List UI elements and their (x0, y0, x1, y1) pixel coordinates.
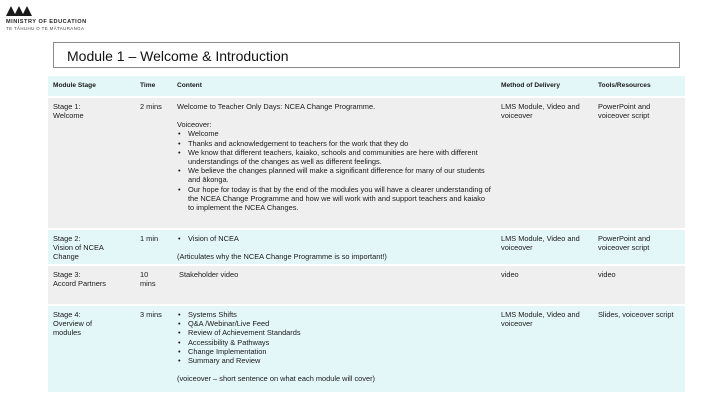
list-item: • Review of Achievement Standards (177, 328, 492, 337)
content-note: (voiceover – short sentence on what each module will cover) (177, 374, 376, 384)
list-item: • Welcome (177, 129, 492, 138)
table-header-row (48, 76, 685, 96)
content-intro: Welcome to Teacher Only Days: NCEA Change Programme. (177, 102, 376, 111)
logo-text-english: MINISTRY OF EDUCATION (6, 19, 87, 25)
stage-label: Stage 2: (53, 234, 81, 243)
header-content: Content (172, 76, 496, 96)
header-tools-resources: Tools/Resources (593, 76, 685, 96)
list-item: • Vision of NCEA (177, 234, 492, 243)
module-title: Module 1 – Welcome & Introduction (67, 48, 289, 64)
method-cell: LMS Module, Video and voiceover (496, 98, 593, 228)
stage-cell (48, 266, 135, 304)
list-item: • Our hope for today is that by the end of the modules you will have a clearer understanding of the NCEA Change Programme and how we will work with and support teachers and kaiako to implement the NCEA Changes. (177, 185, 492, 213)
list-item: • Q&A /Webinar/Live Feed (177, 319, 492, 328)
stage-name: Change (53, 252, 79, 262)
list-item: • Summary and Review (177, 356, 492, 365)
table-row (48, 306, 685, 392)
time-cell (135, 98, 172, 228)
method-cell: LMS Module, Video and voiceover (496, 306, 593, 392)
header-time: Time (135, 76, 172, 96)
tools-cell: Slides, voiceover script (593, 306, 685, 392)
stage-name: Vision of NCEA (53, 243, 104, 253)
content-bullet-list (177, 310, 492, 365)
logo-text-maori: TE TĀHUHU O TE MĀTAURANGA (6, 26, 85, 31)
header-method-of-delivery: Method of Delivery (496, 76, 593, 96)
tools-cell: PowerPoint and voiceover script (593, 230, 685, 264)
list-item: • Thanks and acknowledgement to teachers for the work that they do (177, 139, 492, 148)
table-row (48, 266, 685, 304)
stage-cell (48, 306, 135, 392)
time-value: 3 mins (140, 310, 162, 319)
time-cell (135, 266, 172, 304)
time-cell (135, 230, 172, 264)
ministry-logo (6, 4, 146, 38)
module-title-box (53, 42, 680, 68)
stage-label: Stage 1: (53, 102, 81, 111)
stage-cell (48, 230, 135, 264)
stage-name: Overview of (53, 319, 93, 329)
content-cell (172, 266, 496, 304)
content-cell (172, 98, 496, 228)
content-bullet-list (177, 234, 492, 243)
stage-label: Stage 4: (53, 310, 81, 319)
time-value: 1 min (140, 234, 159, 243)
list-item: • Change Implementation (177, 347, 492, 356)
stage-cell (48, 98, 135, 228)
table-row (48, 230, 685, 264)
content-cell (172, 306, 496, 392)
list-item: • We believe the changes planned will make a significant difference for many of our students and ākonga. (177, 166, 492, 184)
time-value: 10 (140, 270, 149, 279)
stage-name: Accord Partners (53, 279, 106, 289)
list-item: • Accessibility & Pathways (177, 338, 492, 347)
content-note: (Articulates why the NCEA Change Programme is so important!) (177, 252, 387, 262)
table-row (48, 98, 685, 228)
list-item: • We know that different teachers, kaiako, schools and communities are here with different understandings of the changes as well as different feelings. (177, 148, 492, 166)
stage-name: Welcome (53, 111, 84, 121)
header-module-stage: Module Stage (48, 76, 135, 96)
content-cell (172, 230, 496, 264)
method-cell: video (496, 266, 593, 304)
method-cell: LMS Module, Video and voiceover (496, 230, 593, 264)
time-unit: mins (140, 279, 156, 289)
stage-label: Stage 3: (53, 270, 81, 279)
content-label: Voiceover: (177, 120, 212, 130)
time-value: 2 mins (140, 102, 162, 111)
stage-name: modules (53, 328, 81, 338)
module-table (48, 74, 685, 394)
tools-cell: PowerPoint and voiceover script (593, 98, 685, 228)
content-bullet-list (177, 129, 492, 212)
time-cell (135, 306, 172, 392)
content-text: Stakeholder video (177, 270, 239, 279)
mountain-peaks-logo-icon (6, 4, 40, 16)
tools-cell: video (593, 266, 685, 304)
list-item: • Systems Shifts (177, 310, 492, 319)
